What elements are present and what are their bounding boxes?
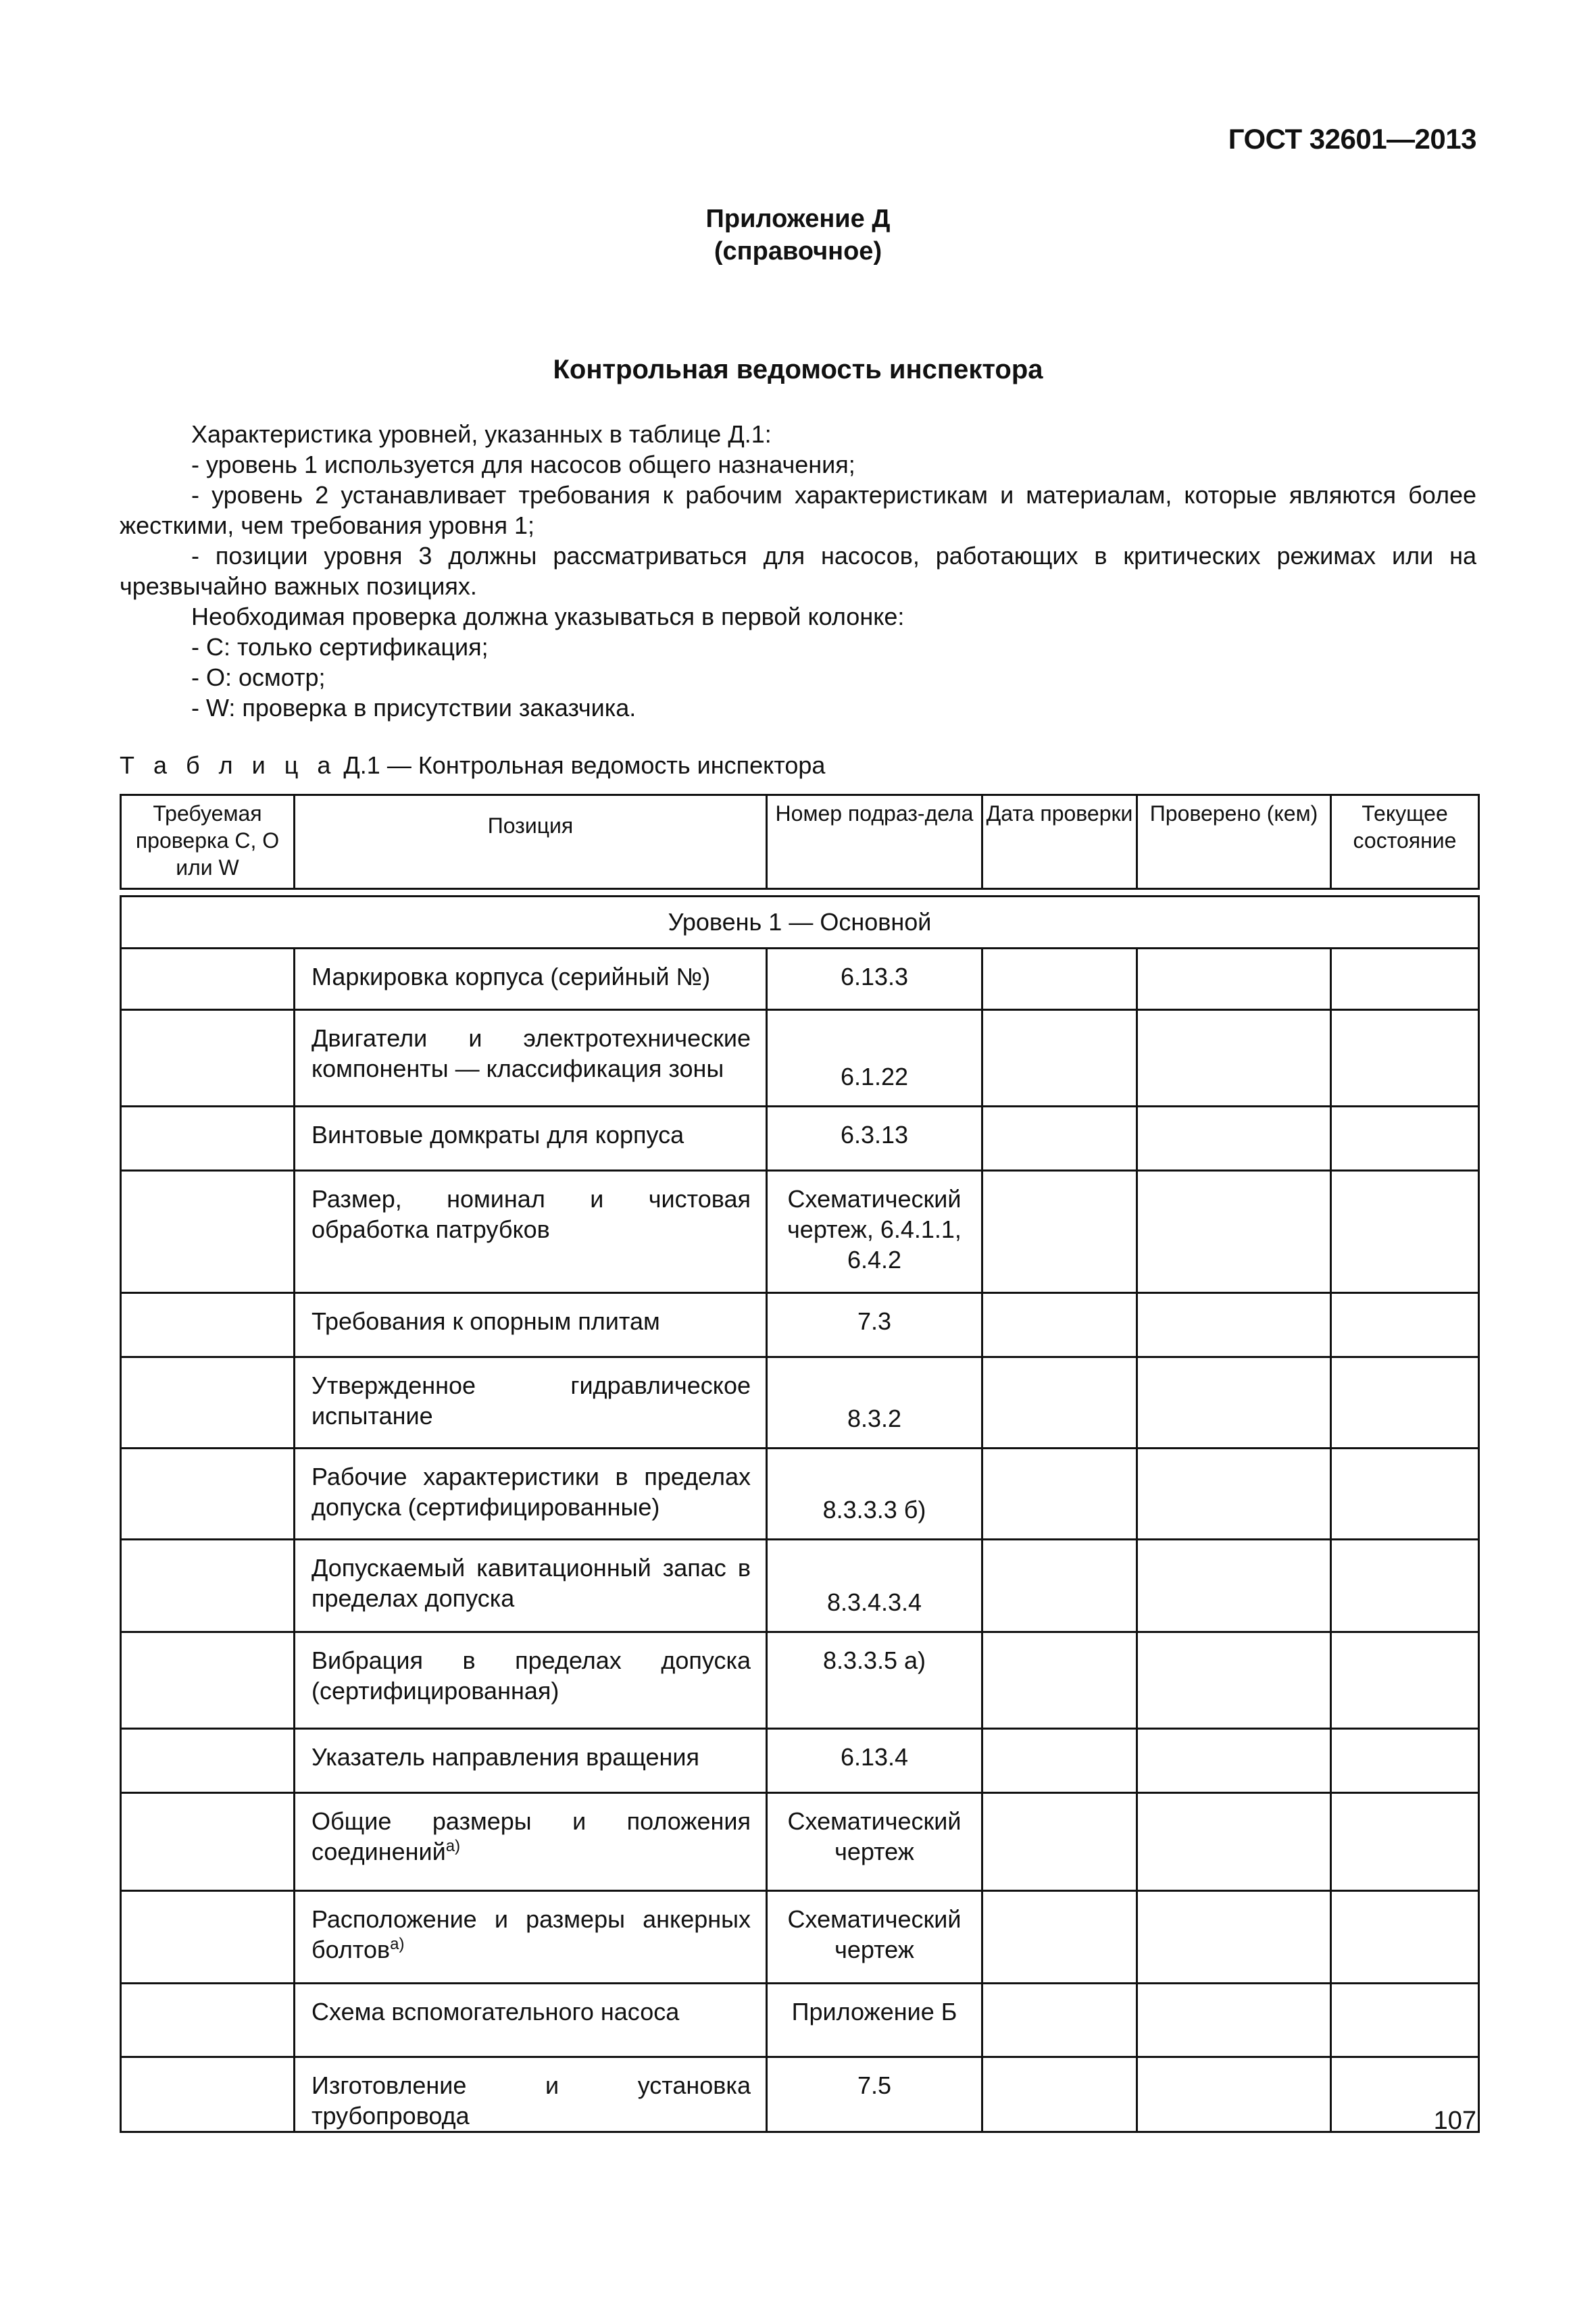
status-cell [1331,1793,1479,1891]
table-row [121,949,1479,1010]
checked-by-cell [1137,1540,1331,1632]
status-cell [1331,1984,1479,2057]
date-cell [982,1010,1137,1107]
intro-paragraph: - уровень 1 используется для насосов общего назначения; [191,451,855,478]
checked-by-cell [1137,1891,1331,1984]
position-text: Допускаемый кавитационный запас в пределах допуска [311,1554,751,1612]
clause-cell: 6.13.3 [767,949,982,1010]
status-cell [1331,1449,1479,1540]
intro-paragraph: Характеристика уровней, указанных в таблице Д.1: [191,420,772,448]
checked-by-cell [1137,1107,1331,1171]
level-row [121,897,1479,949]
position-cell [295,1793,767,1891]
intro-paragraph: - С: только сертификация; [191,633,489,661]
checked-by-cell [1137,1171,1331,1293]
check-cell [121,1357,295,1449]
position-cell [295,1729,767,1793]
clause-cell: Приложение Б [767,1984,982,2057]
checked-by-cell [1137,1010,1331,1107]
date-cell [982,1891,1137,1984]
clause-cell: Схематический чертеж [767,1891,982,1984]
position-text: Винтовые домкраты для корпуса [311,1121,684,1149]
status-cell [1331,1357,1479,1449]
check-cell [121,1107,295,1171]
date-cell [982,1293,1137,1357]
position-cell [295,1984,767,2057]
check-cell [121,1449,295,1540]
header-date: Дата проверки [982,795,1137,889]
checked-by-cell [1137,1449,1331,1540]
table-caption-prefix: Т а б л и ц а [120,751,337,779]
check-cell [121,1891,295,1984]
status-cell [1331,1540,1479,1632]
clause-cell: 6.3.13 [767,1107,982,1171]
position-cell [295,1107,767,1171]
status-cell [1331,1171,1479,1293]
table-caption-text: Д.1 — Контрольная ведомость инспектора [343,751,826,779]
table-row [121,1010,1479,1107]
clause-cell: 8.3.3.3 б) [767,1449,982,1540]
footnote-marker: а) [445,1837,461,1855]
intro-paragraph: - позиции уровня 3 должны рассматриваться для насосов, работающих в критических режимах или на чрезвычайно важных позициях. [120,542,1476,600]
status-cell [1331,1891,1479,1984]
date-cell [982,1793,1137,1891]
clause-cell: 6.1.22 [767,1010,982,1107]
clause-cell: 8.3.4.3.4 [767,1540,982,1632]
clause-cell: Схематический чертеж, 6.4.1.1, 6.4.2 [767,1171,982,1293]
position-cell [295,1449,767,1540]
table-row [121,1984,1479,2057]
header-check: Требуемая проверка С, О или W [121,795,295,889]
status-cell [1331,949,1479,1010]
check-cell [121,1632,295,1729]
status-cell [1331,1293,1479,1357]
table-row [121,1449,1479,1540]
table-row [121,1357,1479,1449]
position-text: Вибрация в пределах допуска (сертифицированная) [311,1646,751,1705]
footnote-marker: а) [390,1935,405,1953]
clause-cell: Схематический чертеж [767,1793,982,1891]
clause-cell: 8.3.3.5 а) [767,1632,982,1729]
status-cell [1331,1107,1479,1171]
clause-cell: 8.3.2 [767,1357,982,1449]
table-row [121,1891,1479,1984]
check-cell [121,1010,295,1107]
checked-by-cell [1137,1729,1331,1793]
position-cell [295,1293,767,1357]
position-cell [295,1010,767,1107]
date-cell [982,949,1137,1010]
check-cell [121,1171,295,1293]
header-separator [121,889,1479,897]
date-cell [982,1357,1137,1449]
table-row [121,1171,1479,1293]
status-cell [1331,1729,1479,1793]
position-cell [295,2057,767,2132]
checked-by-cell [1137,1984,1331,2057]
page-number: 107 [1433,2107,1476,2135]
annex-heading [0,203,1596,268]
table-row [121,1540,1479,1632]
annex-title: Приложение Д [705,205,891,233]
check-cell [121,1729,295,1793]
check-cell [121,1293,295,1357]
position-text: Утвержденное гидравлическое испытание [311,1372,751,1430]
header-status: Текущее состояние [1331,795,1479,889]
table-row [121,1632,1479,1729]
position-cell [295,1540,767,1632]
date-cell [982,1449,1137,1540]
check-cell [121,1984,295,2057]
position-text: Изготовление и установка трубопровода [311,2071,751,2130]
position-text: Расположение и размеры анкерных болтов [311,1905,751,1963]
date-cell [982,1729,1137,1793]
table-row [121,1107,1479,1171]
intro-paragraph: - О: осмотр; [191,663,326,691]
check-cell [121,1540,295,1632]
clause-cell: 7.5 [767,2057,982,2132]
inspection-table [120,794,1480,2133]
status-cell [1331,1632,1479,1729]
position-text: Двигатели и электротехнические компоненты — классификация зоны [311,1024,751,1082]
table-caption [120,751,825,780]
check-cell [121,2057,295,2132]
position-text: Указатель направления вращения [311,1743,699,1771]
table-row [121,1793,1479,1891]
separator-cell [121,889,1479,897]
header-position: Позиция [295,795,767,889]
clause-cell: 6.13.4 [767,1729,982,1793]
checked-by-cell [1137,2057,1331,2132]
intro-paragraph: Необходимая проверка должна указываться в первой колонке: [191,603,905,630]
table-header-row [121,795,1479,889]
checked-by-cell [1137,1293,1331,1357]
position-text: Маркировка корпуса (серийный №) [311,963,711,990]
table-row [121,1293,1479,1357]
position-cell [295,1171,767,1293]
date-cell [982,1540,1137,1632]
intro-paragraph: - уровень 2 устанавливает требования к рабочим характеристикам и материалам, которые являются более жесткими, чем требования уровня 1; [120,481,1476,539]
position-text: Размер, номинал и чистовая обработка патрубков [311,1185,751,1243]
position-cell [295,1891,767,1984]
check-cell [121,1793,295,1891]
level-title: Уровень 1 — Основной [121,897,1479,949]
date-cell [982,1632,1137,1729]
header-checked-by: Проверено (кем) [1137,795,1331,889]
position-cell [295,1357,767,1449]
date-cell [982,1171,1137,1293]
check-cell [121,949,295,1010]
position-cell [295,949,767,1010]
position-text: Общие размеры и положения соединений [311,1807,751,1865]
position-text: Рабочие характеристики в пределах допуска (сертифицированные) [311,1463,751,1521]
date-cell [982,1107,1137,1171]
position-text: Схема вспомогательного насоса [311,1998,680,2026]
position-text: Требования к опорным плитам [311,1307,660,1335]
annex-subtitle: (справочное) [714,237,882,266]
position-cell [295,1632,767,1729]
table-row [121,1729,1479,1793]
intro-paragraph: - W: проверка в присутствии заказчика. [191,694,637,722]
checked-by-cell [1137,1357,1331,1449]
checked-by-cell [1137,949,1331,1010]
intro-text [120,419,1476,723]
checked-by-cell [1137,1793,1331,1891]
date-cell [982,1984,1137,2057]
header-clause: Номер подраз-дела [767,795,982,889]
table-row [121,2057,1479,2132]
section-title: Контрольная ведомость инспектора [553,355,1043,384]
checked-by-cell [1137,1632,1331,1729]
standard-number: ГОСТ 32601—2013 [1228,123,1476,155]
date-cell [982,2057,1137,2132]
clause-cell: 7.3 [767,1293,982,1357]
status-cell [1331,1010,1479,1107]
